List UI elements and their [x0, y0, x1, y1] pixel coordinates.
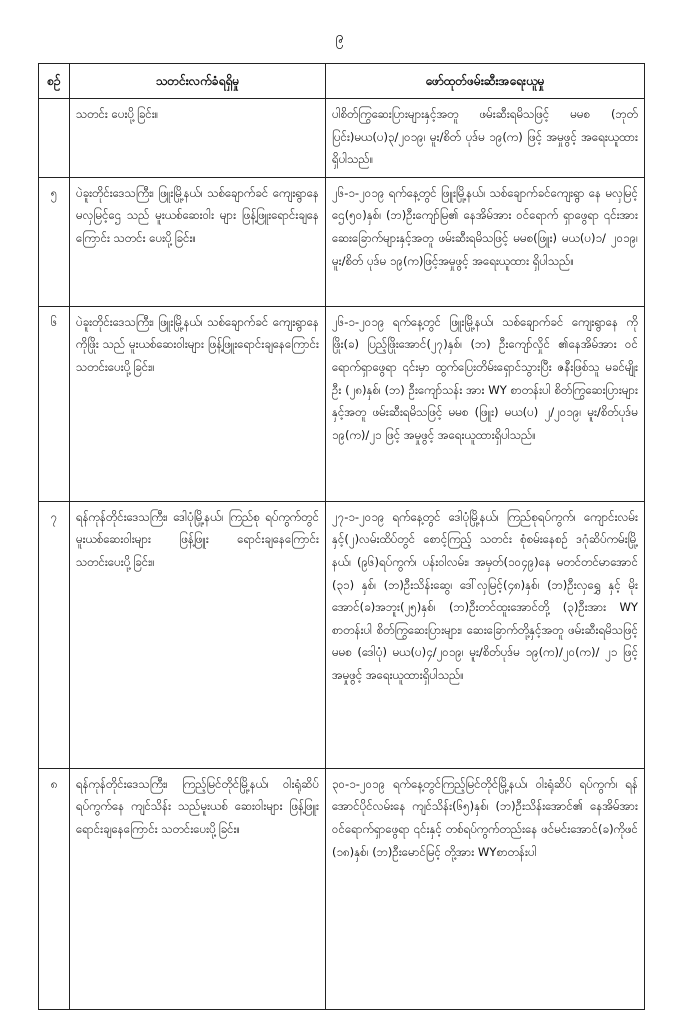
row-action-cell — [326, 306, 645, 501]
row-information-text: ရန်ကုန်တိုင်းဒေသကြီး၊ ဒေါပုံမြို့နယ်၊ ကြည်စု ရပ်ကွက်တွင် မူးယစ်ဆေးဝါးများ ဖြန့်ဖြူး ရောင်းချနေကြောင်း သတင်းပေးပို့ခြင်း။ — [76, 509, 319, 569]
row-serial-no: ၅ — [39, 177, 70, 306]
table-row — [39, 768, 645, 1009]
row-information-cell — [70, 99, 326, 178]
row-information-text: သတင်း ပေးပို့ခြင်း။ — [76, 107, 159, 121]
header-information-received: သတင်းလက်ခံရရှိမှု — [70, 64, 326, 99]
table-header-row — [39, 64, 645, 99]
row-action-cell — [326, 768, 645, 1009]
row-action-cell — [326, 501, 645, 768]
row-action-text: ၃၀-၁-၂၀၁၉ ရက်နေ့တွင်ကြည့်မြင်တိုင်မြို့နယ်၊ ဝါးရုံဆိပ် ရပ်ကွက်၊ ရန်အောင်ပိုင်လမ်းနေ ကျင်သိန်း(၆၅)နှစ်၊ (ဘ)ဦးသိန်းအောင်၏ နေအိမ်အား ဝင်ရောက်ရှာဖွေရာ ၎င်းနှင့် တစ်ရပ်ကွက်တည်းနေ ဖင်မင်းအောင်(ခ)ကိုဖင် (၁၈)နှစ်၊ (ဘ)ဦးမောင်မြင့် တို့အား WYစာတန်းပါ — [332, 776, 638, 859]
table-row — [39, 99, 645, 178]
row-serial-no: ၇ — [39, 501, 70, 768]
row-information-cell — [70, 177, 326, 306]
row-action-text: ၂၆-၁-၂၀၁၉ ရက်နေ့တွင် ဖြူးမြို့နယ်၊ သစ်ချောက်ခင် ကျေးရွာနေ ကိုဖြိုး(ခ) ပြည့်ဖြိုးအောင်(၂၇)နှစ်၊ (ဘ) ဦးကျော်လှိုင် ၏နေအိမ်အား ဝင်ရောက်ရှာဖွေရာ ၎င်းမှာ ထွက်ပြေးတိမ်းရှောင်သွားပြီး ဇနီးဖြစ်သူ မခင်မျိုးဦး (၂၈)နှစ်၊ (ဘ) ဦးကျော်သန်း အား WY စာတန်းပါ စိတ်ကြွဆေးပြားများနှင့်အတူ ဖမ်းဆီးရမိသဖြင့် မမစ (ဖြူး) မယ(ပ) ၂/၂၀၁၉၊ မူး/စိတ်ပုဒ်မ ၁၉(က)/၂၁ ဖြင့် အမှုဖွင့် အရေးယူထားရှိပါသည်။ — [332, 314, 638, 442]
row-information-text: ပဲခူးတိုင်းဒေသကြီး၊ ဖြူးမြို့နယ်၊ သစ်ချောက်ခင် ကျေးရွာနေ ကိုဖြိုး သည် မူးယစ်ဆေးဝါးများ ဖြန့်ဖြူးရောင်းချနေကြောင်း သတင်းပေးပို့ခြင်း။ — [76, 314, 319, 374]
row-serial-no: ၈ — [39, 768, 70, 1009]
row-information-text: ရန်ကုန်တိုင်းဒေသကြီး၊ ကြည့်မြင်တိုင်မြို့နယ်၊ ဝါးရုံဆိပ်ရပ်ကွက်နေ ကျင်သိန်း သည်မူးယစ် ဆေးဝါးများ ဖြန့်ဖြူးရောင်းချနေကြောင်း သတင်းပေးပို့ခြင်း။ — [76, 776, 319, 836]
row-information-cell — [70, 501, 326, 768]
header-serial-no: စဉ် — [39, 64, 70, 99]
row-action-text: ၂၇-၁-၂၀၁၉ ရက်နေ့တွင် ဒေါပုံမြို့နယ်၊ ကြည်စုရပ်ကွက်၊ ကျောင်းလမ်းနှင့်(၂)လမ်းထိပ်တွင် စောင့်ကြည့် သတင်း စုံစမ်းနေစဉ် ဒဂုံဆိပ်ကမ်းမြို့နယ်၊ (၉၆)ရပ်ကွက်၊ ပန်းဝါလမ်း၊ အမှတ်(၁၀၄၉)နေ မတင်တင်မာအောင် (၃၁) နှစ်၊ (ဘ)ဦးသိန်းဆွေ၊ ဒေါ်လှမြင့်(၄၈)နှစ်၊ (ဘ)ဦးလှရွှေ နှင့် မိုးအောင်(ခ)အဘူး(၂၅)နှစ်၊ (ဘ)ဦးတင်ထူးအောင်တို့ (၃)ဦးအား WY စာတန်းပါ စိတ်ကြွဆေးပြားများ၊ ဆေးခြောက်တို့နှင့်အတူ ဖမ်းဆီးရမိသဖြင့် မမစ (ဒေါပုံ) မယ(ပ)၄/၂၀၁၉၊ မူး/စိတ်ပုဒ်မ ၁၉(က)/၂၀(က)/ ၂၁ ဖြင့် အမှုဖွင့် အရေးယူထားရှိပါသည်။ — [332, 509, 638, 682]
row-information-cell — [70, 306, 326, 501]
row-information-cell — [70, 768, 326, 1009]
header-arrest-action: ဖော်ထုတ်ဖမ်းဆီးအရေးယူမှု — [326, 64, 645, 99]
row-information-text: ပဲခူးတိုင်းဒေသကြီး၊ ဖြူးမြို့နယ်၊ သစ်ချောက်ခင် ကျေးရွာနေ မလှမြင့်ဌေ သည် မူးယစ်ဆေးဝါး များ ဖြန့်ဖြူးရောင်းချနေကြောင်း သတင်း ပေးပို့ခြင်း။ — [76, 185, 319, 245]
row-serial-no — [39, 99, 70, 178]
row-action-cell — [326, 99, 645, 178]
table-row — [39, 177, 645, 306]
row-action-cell — [326, 177, 645, 306]
table-row — [39, 306, 645, 501]
row-serial-no: ၆ — [39, 306, 70, 501]
row-action-text: ပါစိတ်ကြွဆေးပြားများနှင့်အတူ ဖမ်းဆီးရမိသဖြင့် မမစ (ဘုတ်ပြင်း)မယ(ပ)၃/၂၀၁၉၊ မူး/စိတ် ပုဒ်မ ၁၉(က) ဖြင့် အမှုဖွင့် အရေးယူထားရှိပါသည်။ — [332, 107, 638, 167]
page-number: ၉ — [335, 28, 344, 46]
table-row — [39, 501, 645, 768]
action-table — [38, 63, 645, 1010]
row-action-text: ၂၆-၁-၂၀၁၉ ရက်နေ့တွင် ဖြူးမြို့နယ်၊ သစ်ချောက်ခင်ကျေးရွာ နေ မလှမြင့်ဌေ(၅၀)နှစ်၊ (ဘ)ဦးကျော်မြ၏ နေအိမ်အား ဝင်ရောက် ရှာဖွေရာ ၎င်းအား ဆေးခြောက်များနှင့်အတူ ဖမ်းဆီးရမိသဖြင့် မမစ(ဖြူး) မယ(ပ)၁/ ၂၀၁၉၊ မူး/စိတ် ပုဒ်မ ၁၉(က)ဖြင့်အမှုဖွင့် အရေးယူထား ရှိပါသည်။ — [332, 185, 638, 268]
